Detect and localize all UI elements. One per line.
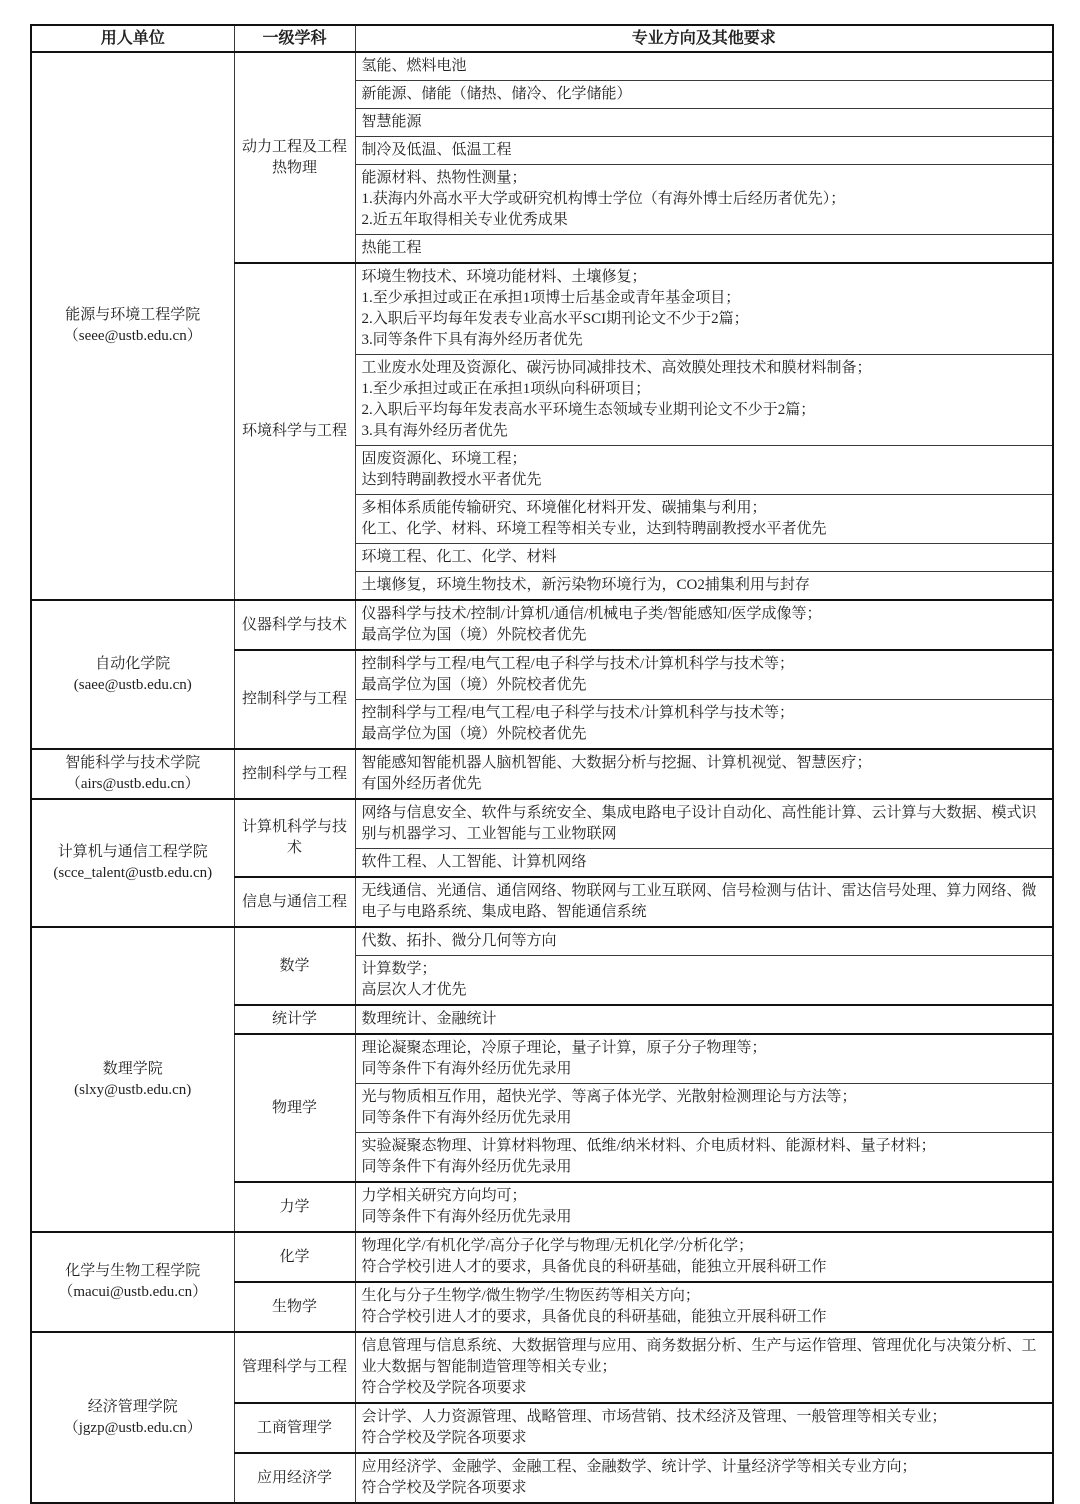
table-row [31,927,1053,956]
requirement-line: 多相体系质能传输研究、环境催化材料开发、碳捕集与利用； [361,500,767,516]
requirement-line: 计算数学； [361,961,437,977]
requirement-line: 符合学校及学院各项要求 [361,1380,527,1396]
header-unit: 用人单位 [31,25,234,52]
discipline-cell: 数学 [234,927,355,1005]
discipline-cell: 应用经济学 [234,1453,355,1503]
requirement-cell [355,877,1053,927]
requirement-line: 3.同等条件下具有海外经历者优先 [361,332,583,348]
requirement-line: 高层次人才优先 [361,982,467,998]
unit-name: 自动化学院 [95,655,171,672]
requirement-line: 氢能、燃料电池 [361,58,467,74]
requirement-cell [355,927,1053,956]
discipline-cell: 物理学 [234,1034,355,1182]
requirement-line: 智慧能源 [361,114,422,130]
requirement-line: 2.入职后平均每年发表高水平环境生态领域专业期刊论文不少于2篇； [361,402,816,418]
unit-cell [31,600,234,749]
header-row [31,25,1053,52]
requirement-cell [355,1282,1053,1332]
requirement-line: 同等条件下有海外经历优先录用 [361,1110,572,1126]
requirement-line: 物理化学/有机化学/高分子化学与物理/无机化学/分析化学； [361,1238,754,1254]
requirement-line: 达到特聘副教授水平者优先 [361,472,542,488]
requirement-cell [355,1403,1053,1453]
unit-name: 能源与环境工程学院 [65,307,201,323]
discipline-cell: 计算机科学与技术 [234,799,355,877]
requirement-cell [355,1182,1053,1232]
requirement-line: 3.具有海外经历者优先 [361,423,508,439]
requirement-line: 应用经济学、金融学、金融工程、金融数学、统计学、计量经济学等相关专业方向； [361,1459,917,1475]
requirement-line: 理论凝聚态理论，冷原子理论，量子计算，原子分子物理等； [361,1040,767,1056]
unit-email: （airs@ustb.edu.cn） [65,776,200,792]
table-body [31,52,1053,1503]
requirement-cell [355,1005,1053,1034]
requirement-cell [355,1133,1053,1183]
requirement-line: 数理统计、金融统计 [361,1011,497,1027]
requirement-cell [355,355,1053,446]
header-requirements: 专业方向及其他要求 [355,25,1053,52]
requirement-cell [355,1034,1053,1084]
table-row [31,1332,1053,1403]
requirement-line: 生化与分子生物学/微生物学/生物医药等相关方向； [361,1288,700,1304]
requirement-line: 控制科学与工程/电气工程/电子科学与技术/计算机科学与技术等； [361,705,795,721]
discipline-cell: 控制科学与工程 [234,650,355,749]
requirement-line: 光与物质相互作用，超快光学、等离子体光学、光散射检测理论与方法等； [361,1089,857,1105]
requirement-line: 会计学、人力资源管理、战略管理、市场营销、技术经济及管理、一般管理等相关专业； [361,1409,947,1425]
unit-cell [31,927,234,1232]
requirement-cell [355,1332,1053,1403]
requirement-line: 力学相关研究方向均可； [361,1188,527,1204]
table-row [31,52,1053,81]
discipline-cell: 统计学 [234,1005,355,1034]
requirement-line: 能源材料、热物性测量； [361,170,527,186]
discipline-cell: 动力工程及工程热物理 [234,52,355,263]
requirement-line: 土壤修复，环境生物技术，新污染物环境行为，CO2捕集利用与封存 [361,577,810,593]
requirement-cell [355,81,1053,109]
unit-name: 数理学院 [102,1060,163,1077]
requirement-cell [355,165,1053,235]
requirement-line: 符合学校及学院各项要求 [361,1480,527,1496]
unit-name: 经济管理学院 [87,1398,178,1415]
requirement-line: 化工、化学、材料、环境工程等相关专业，达到特聘副教授水平者优先 [361,521,827,537]
requirement-cell [355,109,1053,137]
requirement-line: 2.近五年取得相关专业优秀成果 [361,212,568,228]
unit-email: （macui@ustb.edu.cn） [58,1284,208,1300]
requirement-cell [355,235,1053,264]
requirement-cell [355,446,1053,495]
requirement-line: 1.获海内外高水平大学或研究机构博士学位（有海外博士后经历者优先）； [361,191,846,207]
table-row [31,600,1053,650]
requirement-line: 有国外经历者优先 [361,776,482,792]
requirement-line: 固废资源化、环境工程； [361,451,527,467]
requirement-line: 智能感知智能机器人脑机智能、大数据分析与挖掘、计算机视觉、智慧医疗； [361,755,872,771]
discipline-cell: 管理科学与工程 [234,1332,355,1403]
unit-cell [31,52,234,600]
unit-name: 计算机与通信工程学院 [57,844,208,860]
requirement-cell [355,700,1053,750]
requirement-line: 1.至少承担过或正在承担1项纵向科研项目； [361,381,651,397]
unit-cell [31,799,234,927]
requirement-cell [355,799,1053,849]
requirement-cell [355,495,1053,544]
requirement-line: 热能工程 [361,240,422,256]
requirement-cell [355,956,1053,1006]
unit-email: （jgzp@ustb.edu.cn） [63,1419,202,1436]
requirement-cell [355,749,1053,799]
requirement-line: 工业废水处理及资源化、碳污协同减排技术、高效膜处理技术和膜材料制备； [361,360,872,376]
unit-email: (scce_talent@ustb.edu.cn) [53,865,213,881]
unit-cell [31,1232,234,1332]
requirement-line: 仪器科学与技术/控制/计算机/通信/机械电子类/智能感知/医学成像等； [361,606,822,622]
requirement-cell [355,650,1053,700]
requirement-cell [355,1453,1053,1503]
requirement-line: 最高学位为国（境）外院校者优先 [361,726,587,742]
requirement-line: 无线通信、光通信、通信网络、物联网与工业互联网、信号检测与估计、雷达信号处理、算力网络、微电子与电路系统、集成电路、智能通信系统 [361,883,1037,920]
discipline-cell: 信息与通信工程 [234,877,355,927]
requirement-line: 最高学位为国（境）外院校者优先 [361,677,587,693]
recruitment-table [30,24,1054,1504]
unit-cell [31,1332,234,1503]
requirement-cell [355,849,1053,878]
table-row [31,749,1053,799]
requirement-cell [355,544,1053,572]
table-row [31,1232,1053,1282]
requirement-line: 符合学校及学院各项要求 [361,1430,527,1446]
unit-email: (slxy@ustb.edu.cn) [74,1081,192,1098]
requirement-line: 最高学位为国（境）外院校者优先 [361,627,587,643]
header-discipline: 一级学科 [234,25,355,52]
discipline-cell: 环境科学与工程 [234,263,355,600]
requirement-line: 同等条件下有海外经历优先录用 [361,1209,572,1225]
requirement-line: 网络与信息安全、软件与系统安全、集成电路电子设计自动化、高性能计算、云计算与大数据、模式识别与机器学习、工业智能与工业物联网 [361,805,1037,842]
requirement-cell [355,1232,1053,1282]
discipline-cell: 化学 [234,1232,355,1282]
discipline-cell: 控制科学与工程 [234,749,355,799]
requirement-cell [355,600,1053,650]
requirement-cell [355,52,1053,81]
requirement-line: 符合学校引进人才的要求，具备优良的科研基础，能独立开展科研工作 [361,1309,827,1325]
requirement-line: 环境生物技术、环境功能材料、土壤修复； [361,269,647,285]
requirement-line: 实验凝聚态物理、计算材料物理、低维/纳米材料、介电质材料、能源材料、量子材料； [361,1138,936,1154]
requirement-line: 控制科学与工程/电气工程/电子科学与技术/计算机科学与技术等； [361,656,795,672]
requirement-line: 1.至少承担过或正在承担1项博士后基金或青年基金项目； [361,290,741,306]
discipline-cell: 工商管理学 [234,1403,355,1453]
requirement-cell [355,1084,1053,1133]
unit-email: （seee@ustb.edu.cn） [63,328,202,344]
requirement-line: 环境工程、化工、化学、材料 [361,549,557,565]
unit-email: (saee@ustb.edu.cn) [73,676,192,693]
table-row [31,799,1053,849]
discipline-cell: 力学 [234,1182,355,1232]
requirement-cell [355,263,1053,355]
requirement-cell [355,572,1053,601]
requirement-line: 制冷及低温、低温工程 [361,142,512,158]
requirement-line: 同等条件下有海外经历优先录用 [361,1159,572,1175]
requirement-line: 同等条件下有海外经历优先录用 [361,1061,572,1077]
requirement-cell [355,137,1053,165]
unit-cell [31,749,234,799]
discipline-cell: 生物学 [234,1282,355,1332]
unit-name: 化学与生物工程学院 [65,1263,201,1279]
requirement-line: 信息管理与信息系统、大数据管理与应用、商务数据分析、生产与运作管理、管理优化与决策分析、工业大数据与智能制造管理等相关专业； [361,1338,1037,1375]
discipline-cell: 仪器科学与技术 [234,600,355,650]
requirement-line: 新能源、储能（储热、储冷、化学储能） [361,86,632,102]
requirement-line: 2.入职后平均每年发表专业高水平SCI期刊论文不少于2篇； [361,311,749,327]
unit-name: 智能科学与技术学院 [65,755,201,771]
requirement-line: 软件工程、人工智能、计算机网络 [361,854,587,870]
requirement-line: 符合学校引进人才的要求，具备优良的科研基础，能独立开展科研工作 [361,1259,827,1275]
requirement-line: 代数、拓扑、微分几何等方向 [361,933,557,949]
